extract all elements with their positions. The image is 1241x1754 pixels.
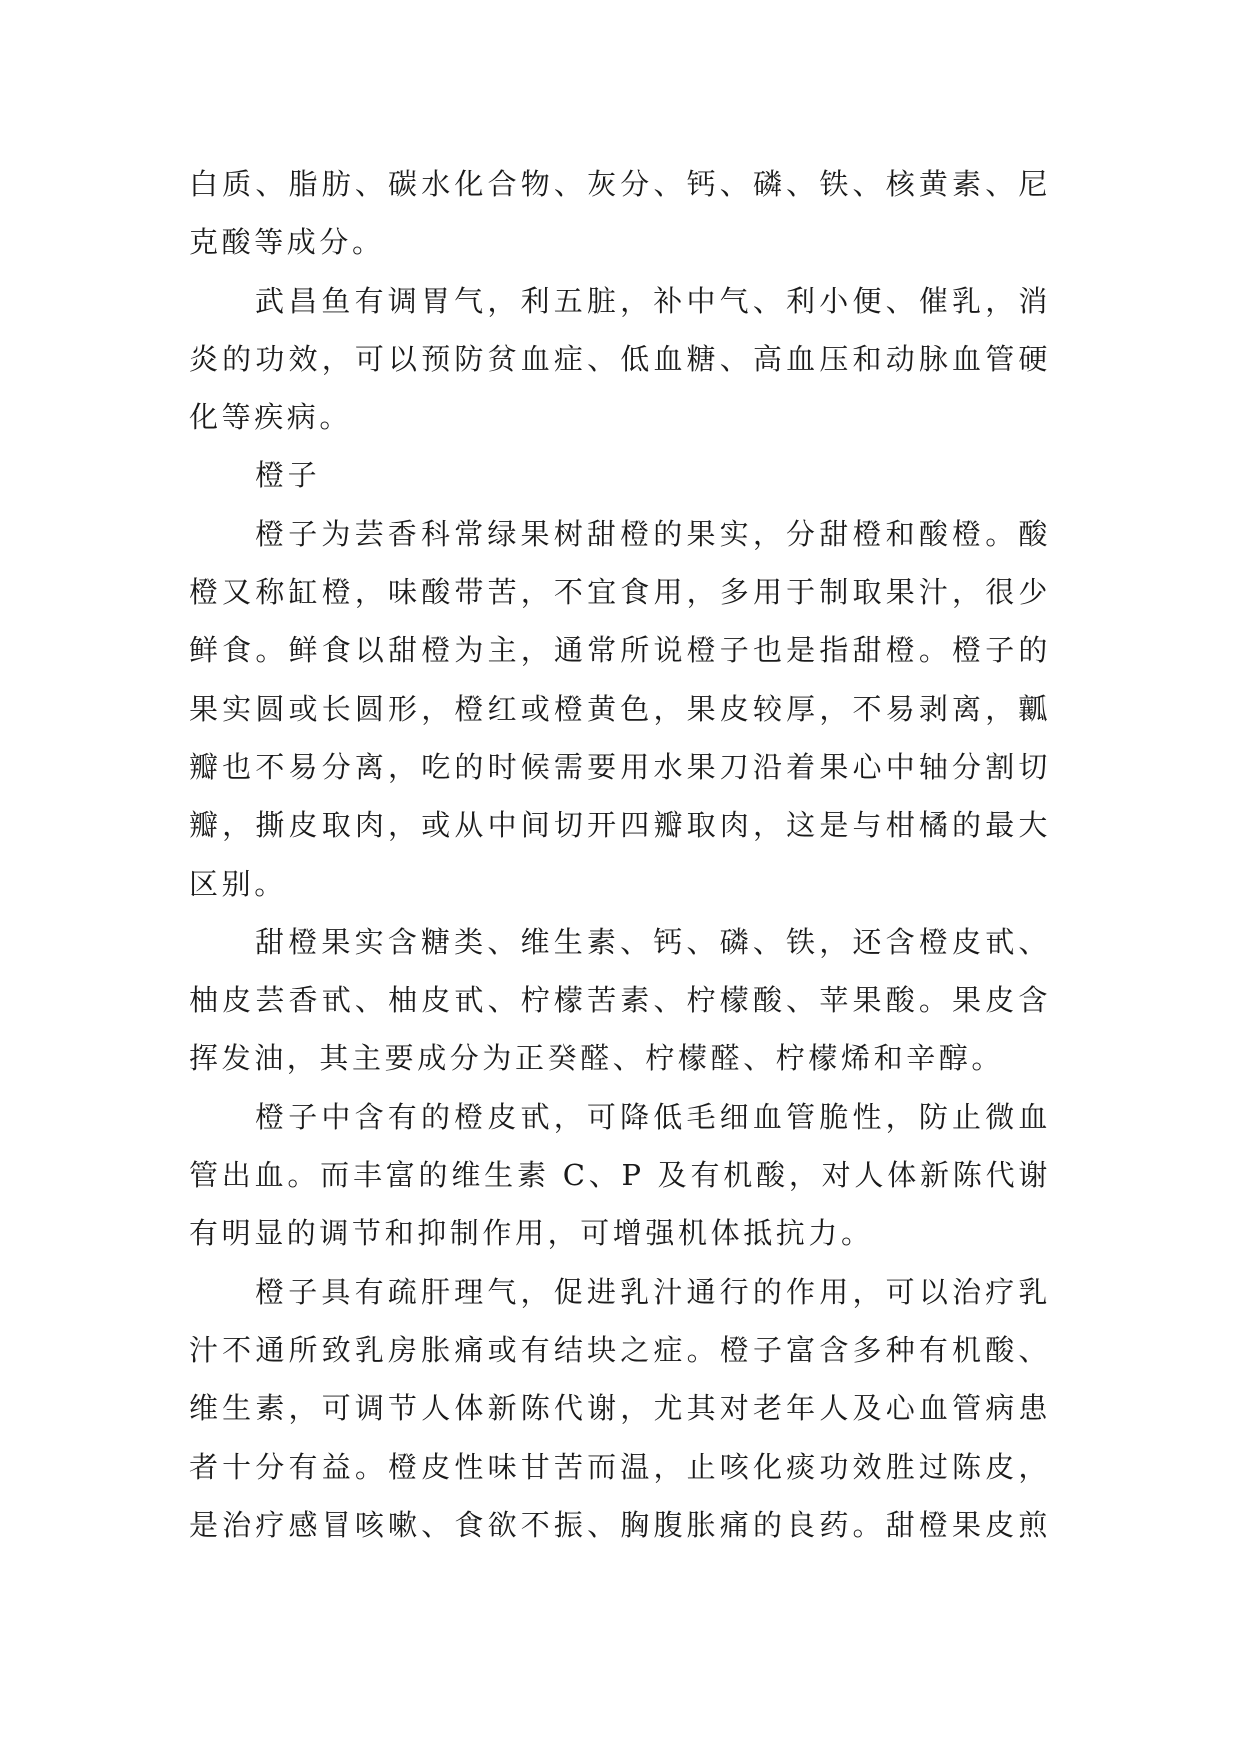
text-line: 瓣也不易分离，吃的时候需要用水果刀沿着果心中轴分割切: [189, 749, 1051, 784]
text-line: 有明显的调节和抑制作用，可增强机体抵抗力。: [189, 1216, 874, 1251]
text-line: 甜橙果实含糖类、维生素、钙、磷、铁，还含橙皮甙、: [255, 924, 1051, 959]
paragraph: [189, 505, 1051, 913]
text-line: 维生素，可调节人体新陈代谢，尤其对老年人及心血管病患: [189, 1391, 1051, 1426]
text-line: 区别。: [189, 866, 287, 901]
text-line: 橙子为芸香科常绿果树甜橙的果实，分甜橙和酸橙。酸: [255, 516, 1051, 551]
paragraph: [189, 272, 1051, 447]
text-line: 武昌鱼有调胃气，利五脏，补中气、利小便、催乳，消: [255, 283, 1051, 318]
text-line: 化等疾病。: [189, 400, 353, 435]
paragraph: [189, 1263, 1051, 1554]
section-heading: 橙子: [255, 458, 321, 493]
text-line: 是治疗感冒咳嗽、食欲不振、胸腹胀痛的良药。甜橙果皮煎: [189, 1507, 1051, 1542]
text-line: 橙又称缸橙，味酸带苦，不宜食用，多用于制取果汁，很少: [189, 575, 1051, 610]
text-line: 管出血。而丰富的维生素 C、P 及有机酸，对人体新陈代谢: [189, 1158, 1051, 1193]
text-line: 橙子具有疏肝理气，促进乳汁通行的作用，可以治疗乳: [255, 1274, 1051, 1309]
text-line: 橙子中含有的橙皮甙，可降低毛细血管脆性，防止微血: [255, 1099, 1051, 1134]
text-line: 瓣，撕皮取肉，或从中间切开四瓣取肉，这是与柑橘的最大: [189, 808, 1051, 843]
paragraph: [189, 1088, 1051, 1263]
text-line: 柚皮芸香甙、柚皮甙、柠檬苦素、柠檬酸、苹果酸。果皮含: [189, 983, 1051, 1018]
text-line: 炎的功效，可以预防贫血症、低血糖、高血压和动脉血管硬: [189, 341, 1051, 376]
text-line: 鲜食。鲜食以甜橙为主，通常所说橙子也是指甜橙。橙子的: [189, 633, 1051, 668]
text-line: 白质、脂肪、碳水化合物、灰分、钙、磷、铁、核黄素、尼: [189, 167, 1051, 201]
text-line: 挥发油，其主要成分为正癸醛、柠檬醛、柠檬烯和辛醇。: [189, 1041, 1005, 1076]
paragraph: [189, 913, 1051, 1088]
text-line: 汁不通所致乳房胀痛或有结块之症。橙子富含多种有机酸、: [189, 1332, 1051, 1367]
text-line: 克酸等成分。: [189, 225, 385, 260]
text-line: 果实圆或长圆形，橙红或橙黄色，果皮较厚，不易剥离，瓤: [189, 691, 1051, 726]
text-line: 者十分有益。橙皮性味甘苦而温，止咳化痰功效胜过陈皮，: [189, 1449, 1051, 1484]
document-body: [189, 155, 1051, 1554]
paragraph: [189, 155, 1051, 272]
